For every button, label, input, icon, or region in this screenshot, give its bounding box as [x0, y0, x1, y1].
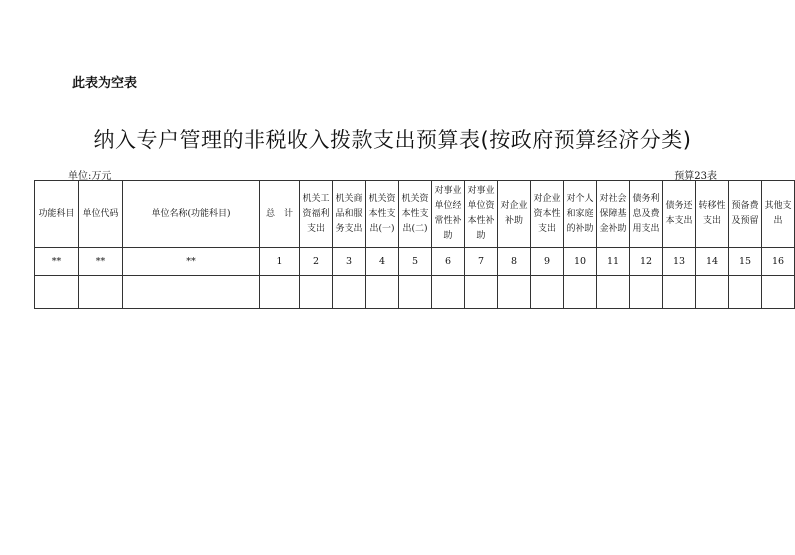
header-cell: 总 计 [260, 181, 300, 248]
empty-cell [432, 276, 465, 309]
header-cell: 转移性支出 [696, 181, 729, 248]
index-cell: 15 [729, 248, 762, 276]
header-cell: 机关资本性支出(二) [399, 181, 432, 248]
header-cell: 对社会保障基金补助 [597, 181, 630, 248]
page-title: 纳入专户管理的非税收入拨款支出预算表(按政府预算经济分类) [93, 128, 692, 152]
header-cell: 机关资本性支出(一) [366, 181, 399, 248]
empty-cell [260, 276, 300, 309]
empty-cell [465, 276, 498, 309]
index-cell: 16 [762, 248, 795, 276]
header-cell: 债务还本支出 [663, 181, 696, 248]
empty-table-note: 此表为空表 [72, 76, 138, 91]
index-cell: 13 [663, 248, 696, 276]
empty-cell [729, 276, 762, 309]
empty-cell [630, 276, 663, 309]
index-cell: 5 [399, 248, 432, 276]
header-cell: 对企业资本性支出 [531, 181, 564, 248]
index-cell: 10 [564, 248, 597, 276]
index-cell: 8 [498, 248, 531, 276]
header-cell: 对个人和家庭的补助 [564, 181, 597, 248]
header-cell: 机关商品和服务支出 [333, 181, 366, 248]
empty-cell [366, 276, 399, 309]
header-cell: 预备费及预留 [729, 181, 762, 248]
empty-cell [762, 276, 795, 309]
empty-data-row [35, 276, 795, 309]
index-row [35, 248, 795, 276]
empty-cell [597, 276, 630, 309]
index-cell: 12 [630, 248, 663, 276]
empty-cell [35, 276, 79, 309]
unit-label: 单位:万元 [68, 171, 112, 182]
index-cell: 3 [333, 248, 366, 276]
header-cell: 单位代码 [79, 181, 123, 248]
empty-cell [498, 276, 531, 309]
header-cell: 债务利息及费用支出 [630, 181, 663, 248]
index-cell: 2 [300, 248, 333, 276]
index-cell: 4 [366, 248, 399, 276]
empty-cell [333, 276, 366, 309]
empty-cell [123, 276, 260, 309]
empty-cell [696, 276, 729, 309]
header-row [35, 181, 795, 248]
index-cell: ** [35, 248, 79, 276]
index-cell: 9 [531, 248, 564, 276]
index-cell: 11 [597, 248, 630, 276]
index-cell: ** [123, 248, 260, 276]
empty-cell [663, 276, 696, 309]
budget-table [34, 180, 795, 309]
index-cell: ** [79, 248, 123, 276]
header-cell: 对事业单位经常性补助 [432, 181, 465, 248]
header-cell: 其他支出 [762, 181, 795, 248]
empty-cell [531, 276, 564, 309]
index-cell: 6 [432, 248, 465, 276]
empty-cell [300, 276, 333, 309]
index-cell: 14 [696, 248, 729, 276]
header-cell: 单位名称(功能科目) [123, 181, 260, 248]
index-cell: 7 [465, 248, 498, 276]
header-cell: 功能科目 [35, 181, 79, 248]
header-cell: 对事业单位资本性补助 [465, 181, 498, 248]
empty-cell [399, 276, 432, 309]
header-cell: 对企业补助 [498, 181, 531, 248]
header-cell: 机关工资福利支出 [300, 181, 333, 248]
empty-cell [79, 276, 123, 309]
table-number: 预算23表 [674, 171, 717, 182]
index-cell: 1 [260, 248, 300, 276]
empty-cell [564, 276, 597, 309]
